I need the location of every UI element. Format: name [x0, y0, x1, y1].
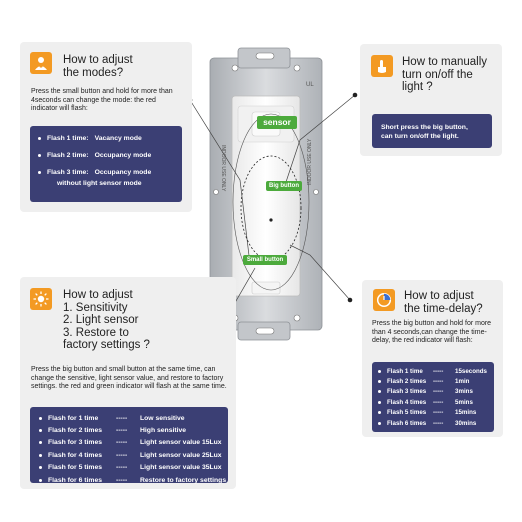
list-item: Flash for 5 times ----- Light sensor value 35Lux	[39, 462, 228, 474]
sensitivity-card	[20, 277, 236, 489]
title-line: 2. Light sensor	[63, 314, 139, 326]
sun-icon	[30, 288, 52, 310]
manual-instruction	[372, 114, 492, 148]
title-line: turn on/off the	[402, 68, 473, 81]
list-item: Flash 4 times ----- 5mins	[378, 397, 494, 407]
modes-card	[20, 42, 192, 212]
delay-description: Press the big button and hold for more than 4 seconds,can change the time-delay, the red indicator will flash:	[372, 320, 492, 345]
modes-description: Press the small button and hold for more than 4seconds can change the mode: the red indicator will flash:	[31, 88, 173, 113]
list-item: Flash 2 times ----- 1min	[378, 376, 494, 386]
clock-icon	[373, 289, 395, 311]
title-line: the time-delay?	[404, 302, 483, 315]
title-line: factory settings ?	[63, 339, 150, 351]
title-line: 3. Restore to	[63, 326, 129, 339]
list-item: Flash for 6 times ----- Restore to factory settings	[39, 474, 228, 486]
list-item: Flash for 4 times ----- Light sensor value 25Lux	[39, 449, 228, 461]
list-item: Flash 2 time: Occupancy mode	[38, 149, 182, 161]
list-item: Flash 6 times ----- 30mins	[378, 418, 494, 428]
title-line: 1. Sensitivity	[63, 301, 128, 314]
plate-text-left: INDOOR USE ONLY	[220, 145, 226, 192]
list-item: Flash for 2 times ----- High sensitive	[39, 424, 228, 436]
list-item: Flash 1 time ----- 15seconds	[378, 366, 494, 376]
plate-text-right: INDOOR USE ONLY	[307, 138, 313, 185]
title-line: the modes?	[63, 66, 124, 79]
person-gear-icon	[30, 52, 52, 74]
delay-card	[362, 280, 503, 437]
list-item: Flash for 3 times ----- Light sensor value 15Lux	[39, 437, 228, 449]
sensitivity-description: Press the big button and small button at the same time, can change the sensitive, light sensor value, and restore to factory settings. the red and green indicator will flash at the same time.	[31, 366, 227, 391]
manual-card	[360, 44, 502, 156]
title-line: How to adjust	[63, 54, 133, 66]
list-item: Flash 1 time: Vacancy mode	[38, 132, 182, 144]
list-item: Flash 3 times ----- 3mins	[378, 387, 494, 397]
delay-title	[404, 290, 483, 315]
list-item-continued: without light sensor mode	[57, 180, 142, 188]
title-line: How to manually	[402, 56, 488, 68]
modes-title	[63, 54, 133, 79]
list-item: Flash 5 times ----- 15mins	[378, 408, 494, 418]
sensor-tag: sensor	[257, 116, 297, 129]
instruction-line: Short press the big button,	[381, 124, 468, 131]
small-button-tag: Small button	[243, 255, 287, 265]
delay-list	[372, 362, 494, 432]
big-button-tag: Big button	[266, 181, 302, 191]
list-item: Flash for 1 time ----- Low sensitive	[39, 412, 228, 424]
title-line: light ?	[402, 81, 433, 93]
hand-pointer-icon	[371, 55, 393, 77]
list-item: Flash 3 time: Occupancy mode	[38, 167, 182, 179]
plate-mark: UL	[306, 82, 314, 88]
title-line: How to adjust	[404, 290, 474, 302]
title-line: How to adjust	[63, 289, 133, 301]
instruction-line: can turn on/off the light.	[381, 133, 459, 140]
manual-title	[402, 56, 487, 94]
sensitivity-list	[30, 407, 228, 483]
modes-list	[30, 126, 182, 202]
sensitivity-title	[63, 289, 150, 352]
